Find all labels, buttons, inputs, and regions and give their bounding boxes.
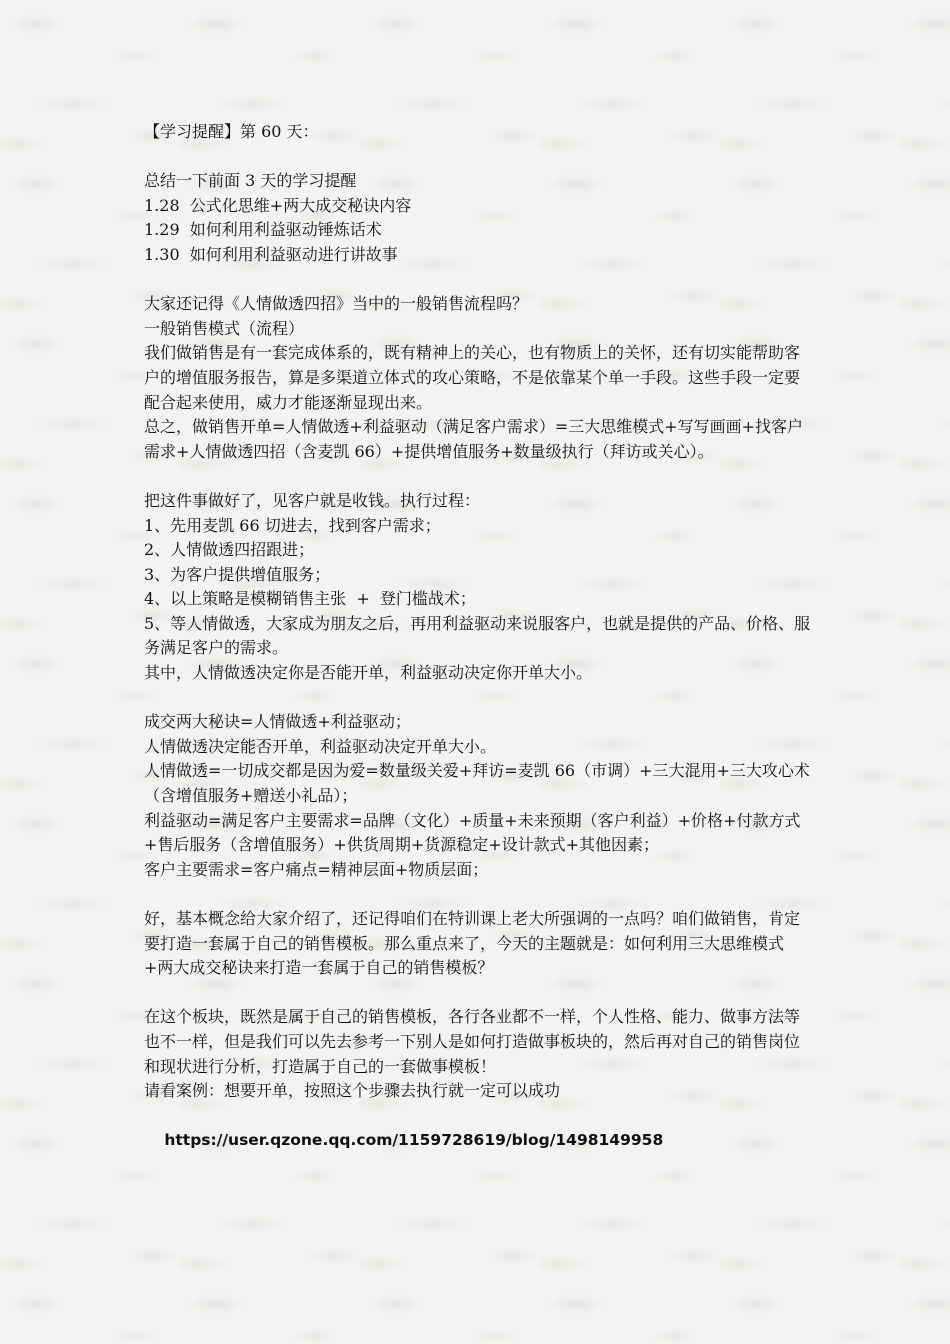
- paragraph-line: 好，基本概念给大家介绍了，还记得咱们在特训课上老大所强调的一点吗？咱们做销售，肯定要打造一套属于自己的销售模板。那么重点来了，今天的主题就是：如何利用三大思维模式+两大成交秘诀来打造一套属于自己的销售模板？: [144, 909, 801, 978]
- paragraph-line: 大家还记得《人情做透四招》当中的一般销售流程吗？: [144, 294, 529, 314]
- paragraph-line: 客户主要需求=客户痛点=精神层面+物质层面；: [144, 859, 489, 879]
- list-item: 2、人情做透四招跟进；: [144, 540, 315, 560]
- list-item: 1、先用麦凯 66 切进去，找到客户需求；: [144, 515, 441, 535]
- paragraph-line: 成交两大秘诀=人情做透+利益驱动；: [144, 712, 411, 732]
- paragraph-line: 把这件事做好了，见客户就是收钱。执行过程：: [144, 490, 481, 510]
- paragraph-line: 总之，做销售开单=人情做透+利益驱动（满足客户需求）=三大思维模式+写写画画+找客户需求+人情做透四招（含麦凯 66）+提供增值服务+数量级执行（拜访或关心）。: [144, 417, 804, 461]
- paragraph-line: 人情做透=一切成交都是因为爱=数量级关爱+拜访=麦凯 66（市调）+三大混用+三大攻心术（含增值服务+赠送小礼品）；: [144, 761, 810, 806]
- paragraph-line: 其中，人情做透决定你是否能开单，利益驱动决定你开单大小。: [144, 663, 593, 683]
- paragraph-line: 人情做透决定能否开单，利益驱动决定开单大小。: [144, 736, 497, 756]
- list-item: 5、等人情做透，大家成为朋友之后，再用利益驱动来说服客户，也就是提供的产品、价格、服务满足客户的需求。: [144, 613, 811, 658]
- summary-item: 1.28 公式化思维+两大成交秘诀内容: [144, 195, 412, 215]
- spacer: [144, 882, 812, 907]
- document-body: [144, 120, 812, 1178]
- list-item: 3、为客户提供增值服务；: [144, 564, 331, 584]
- spacer: [144, 145, 812, 170]
- paragraph-line: 在这个板块，既然是属于自己的销售模板，各行各业都不一样，个人性格、能力、做事方法等也不一样，但是我们可以先去参考一下别人是如何打造做事板块的，然后再对自己的销售岗位和现状进行分析，打造属于自己的一套做事模板！: [144, 1007, 801, 1076]
- paragraph-line: 请看案例：想要开单，按照这个步骤去执行就一定可以成功: [144, 1081, 561, 1101]
- paragraph-line: 利益驱动=满足客户主要需求=品牌（文化）+质量+未来预期（客户利益）+价格+付款方式+售后服务（含增值服务）+供货周期+货源稳定+设计款式+其他因素；: [144, 810, 801, 855]
- spacer: [144, 686, 812, 711]
- blog-link[interactable]: https://user.qzone.qq.com/1159728619/blog/1498149958: [164, 1131, 664, 1150]
- blog-link-line: [144, 1104, 812, 1178]
- paragraph-line: 我们做销售是有一套完成体系的，既有精神上的关心，也有物质上的关怀，还有切实能帮助客户的增值服务报告，算是多渠道立体式的攻心策略，不是依靠某个单一手段。这些手段一定要配合起来使用，威力才能逐渐显现出来。: [144, 343, 801, 412]
- summary-heading: 总结一下前面 3 天的学习提醒: [144, 171, 357, 191]
- spacer: [144, 268, 812, 293]
- paragraph-line: 一般销售模式（流程）: [144, 318, 305, 338]
- summary-item: 1.30 如何利用利益驱动进行讲故事: [144, 244, 398, 264]
- spacer: [144, 464, 812, 489]
- spacer: [144, 981, 812, 1006]
- list-item: 4、以上策略是模糊销售主张 + 登门槛战术；: [144, 589, 476, 609]
- doc-title: 【学习提醒】第 60 天：: [144, 122, 319, 141]
- summary-item: 1.29 如何利用利益驱动锤炼话术: [144, 220, 382, 240]
